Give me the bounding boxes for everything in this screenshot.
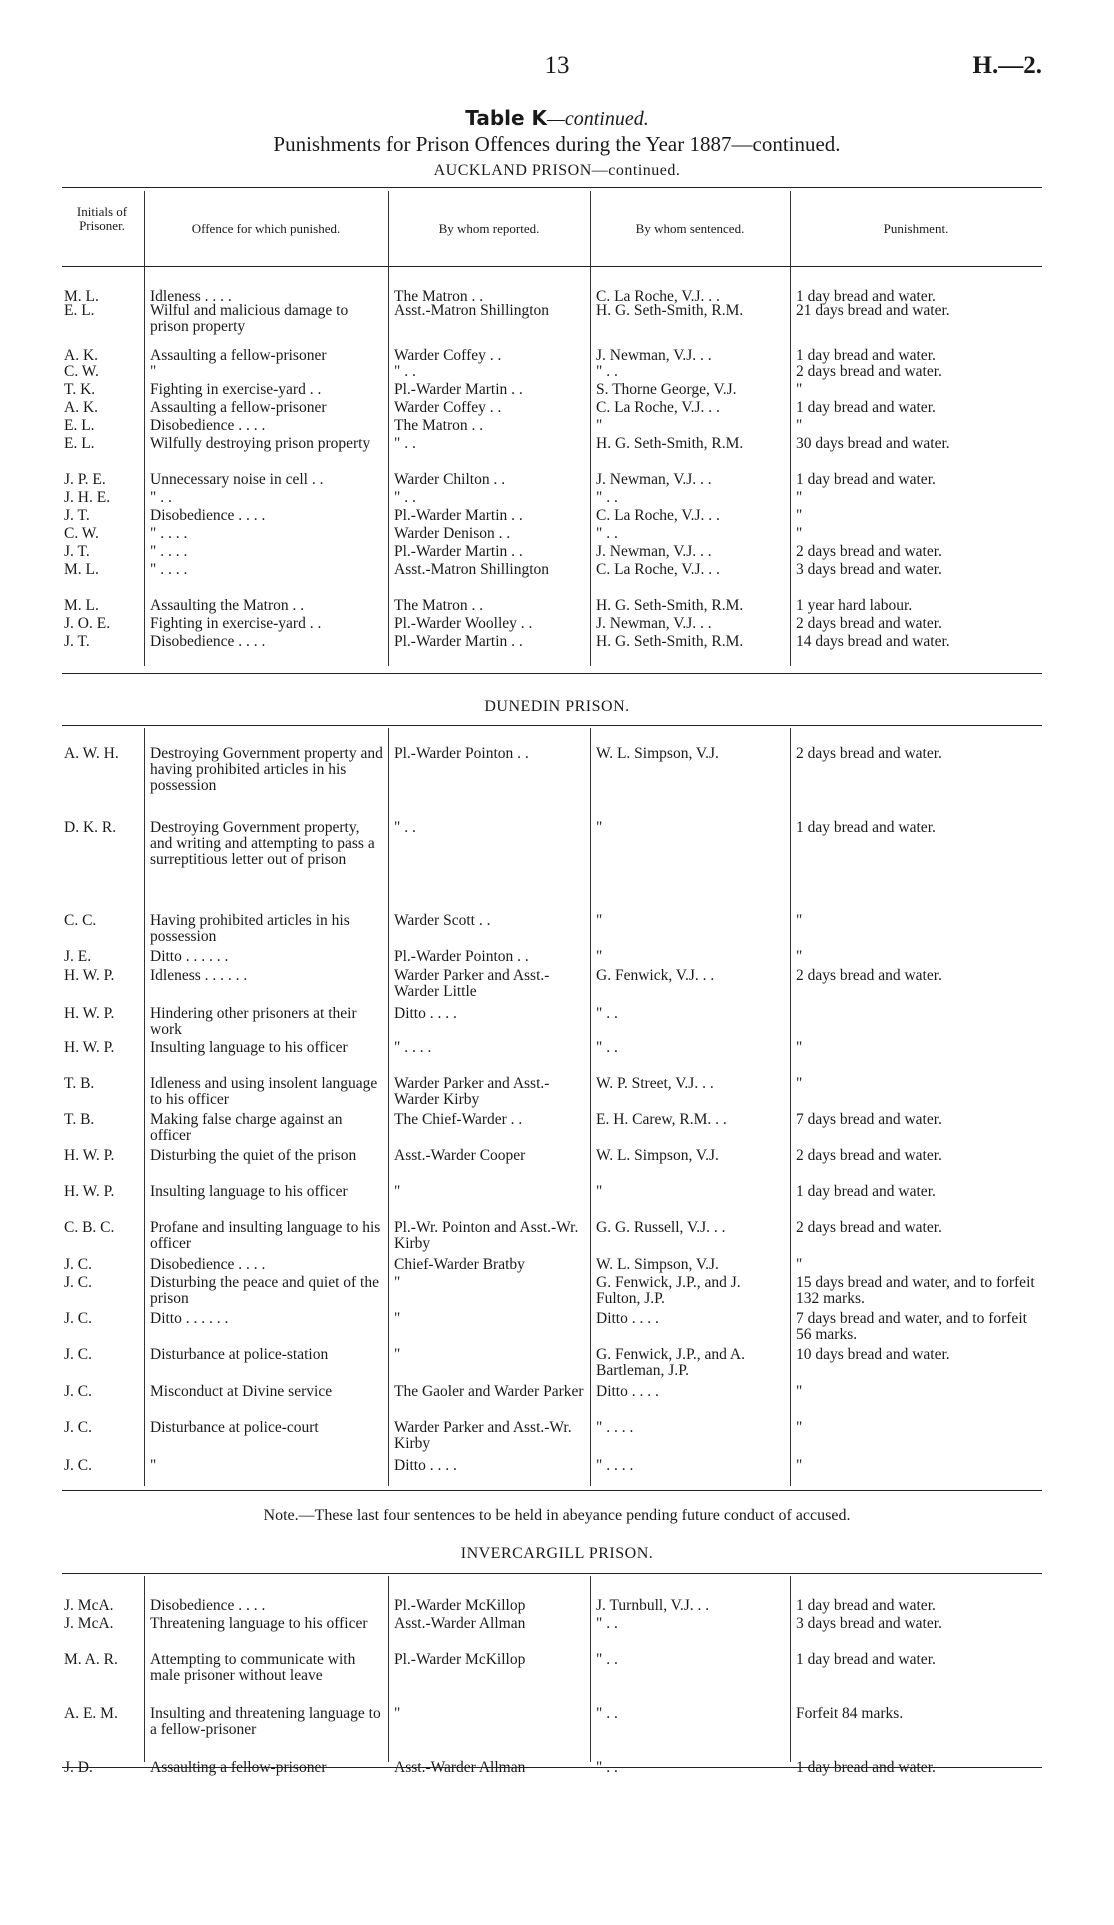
sentenced-by-cell: ": [596, 949, 603, 965]
page-number: 13: [544, 52, 570, 79]
punishment-cell: 1 year hard labour.: [796, 598, 913, 614]
offence-cell: Assaulting a fellow-prisoner: [150, 1760, 327, 1776]
initials-cell: H. W. P.: [64, 1148, 115, 1164]
sentenced-by-cell: J. Newman, V.J. . .: [596, 472, 712, 488]
initials-cell: A. K.: [64, 400, 99, 416]
offence-cell: Profane and insulting language to his officer: [150, 1220, 381, 1252]
initials-cell: T. B.: [64, 1112, 95, 1128]
reported-by-cell: Pl.-Wr. Pointon and Asst.-Wr. Kirby: [394, 1220, 579, 1252]
table-title-suffix: —continued.: [547, 108, 649, 130]
punishment-cell: ": [796, 1076, 803, 1092]
offence-cell: Idleness . . . . . .: [150, 968, 248, 984]
sentenced-by-cell: C. La Roche, V.J. . .: [596, 508, 720, 524]
punishment-cell: 1 day bread and water.: [796, 400, 936, 416]
sentenced-by-cell: " . .: [596, 490, 618, 506]
sentenced-by-cell: W. L. Simpson, V.J.: [596, 746, 719, 762]
punishment-cell: 2 days bread and water.: [796, 616, 942, 632]
offence-cell: Idleness . . . .: [150, 289, 232, 305]
offence-cell: Misconduct at Divine service: [150, 1384, 333, 1400]
reported-by-cell: Asst.-Warder Cooper: [394, 1148, 526, 1164]
reported-by-cell: ": [394, 1184, 401, 1200]
punishment-cell: Forfeit 84 marks.: [796, 1706, 904, 1722]
sentenced-by-cell: H. G. Seth-Smith, R.M.: [596, 303, 744, 319]
initials-cell: D. K. R.: [64, 820, 117, 836]
punishment-cell: 1 day bread and water.: [796, 1652, 936, 1668]
punishment-cell: ": [796, 949, 803, 965]
reported-by-cell: The Matron . .: [394, 289, 484, 305]
sentenced-by-cell: E. H. Carew, R.M. . .: [596, 1112, 727, 1128]
punishment-cell: ": [796, 1384, 803, 1400]
reported-by-cell: Asst.-Warder Allman: [394, 1616, 526, 1632]
reported-by-cell: " . .: [394, 436, 416, 452]
initials-cell: C. W.: [64, 526, 99, 542]
offence-cell: Disobedience . . . .: [150, 634, 266, 650]
initials-cell: C. W.: [64, 364, 99, 380]
reported-by-cell: Pl.-Warder McKillop: [394, 1652, 526, 1668]
offence-cell: Disturbance at police-court: [150, 1420, 319, 1436]
punishment-cell: 2 days bread and water.: [796, 364, 942, 380]
reported-by-cell: ": [394, 1311, 401, 1327]
punishment-cell: ": [796, 1420, 803, 1436]
column-divider: [388, 191, 389, 666]
initials-cell: H. W. P.: [64, 1040, 115, 1056]
reported-by-cell: Warder Coffey . .: [394, 348, 502, 364]
initials-cell: J. T.: [64, 544, 90, 560]
offence-cell: " . . . .: [150, 562, 188, 578]
offence-cell: Fighting in exercise-yard . .: [150, 382, 322, 398]
punishment-cell: ": [796, 913, 803, 929]
offence-cell: Disobedience . . . .: [150, 1257, 266, 1273]
reported-by-cell: The Matron . .: [394, 418, 484, 434]
column-divider: [790, 1576, 791, 1762]
initials-cell: T. B.: [64, 1076, 95, 1092]
section-heading-auckland: AUCKLAND PRISON—continued.: [433, 162, 681, 179]
offence-cell: Destroying Government property and having prohibited articles in his possession: [150, 746, 383, 794]
offence-cell: Disturbing the peace and quiet of the prison: [150, 1275, 379, 1307]
column-header-punishment: Punishment.: [883, 221, 949, 236]
sentenced-by-cell: ": [596, 418, 603, 434]
initials-cell: H. W. P.: [64, 1184, 115, 1200]
sentenced-by-cell: W. L. Simpson, V.J.: [596, 1257, 719, 1273]
punishment-cell: 1 day bread and water.: [796, 472, 936, 488]
initials-cell: E. L.: [64, 303, 95, 319]
offence-cell: " . .: [150, 490, 172, 506]
rule-dunedin-bottom: [62, 1490, 1042, 1491]
sentenced-by-cell: " . .: [596, 1006, 618, 1022]
initials-cell: E. L.: [64, 418, 95, 434]
offence-cell: Disturbing the quiet of the prison: [150, 1148, 357, 1164]
sentenced-by-cell: " . .: [596, 1616, 618, 1632]
sentenced-by-cell: C. La Roche, V.J. . .: [596, 400, 720, 416]
reported-by-cell: Asst.-Warder Allman: [394, 1760, 526, 1776]
punishment-cell: 7 days bread and water, and to forfeit 56 marks.: [796, 1311, 1027, 1343]
offence-cell: Disobedience . . . .: [150, 418, 266, 434]
offence-cell: Insulting and threatening language to a fellow-prisoner: [150, 1706, 381, 1738]
initials-cell: T. K.: [64, 382, 96, 398]
sentenced-by-cell: " . .: [596, 1040, 618, 1056]
initials-cell: J. C.: [64, 1257, 92, 1273]
initials-cell: J. E.: [64, 949, 92, 965]
sentenced-by-cell: H. G. Seth-Smith, R.M.: [596, 634, 744, 650]
punishment-cell: 2 days bread and water.: [796, 746, 942, 762]
offence-cell: Threatening language to his officer: [150, 1616, 368, 1632]
initials-cell: J. C.: [64, 1347, 92, 1363]
column-divider: [590, 1576, 591, 1762]
offence-cell: ": [150, 364, 157, 380]
reported-by-cell: Pl.-Warder Martin . .: [394, 544, 523, 560]
sentenced-by-cell: G. Fenwick, J.P., and A. Bartleman, J.P.: [596, 1347, 745, 1379]
reported-by-cell: Ditto . . . .: [394, 1458, 457, 1474]
initials-cell: J. P. E.: [64, 472, 106, 488]
punishment-cell: 3 days bread and water.: [796, 562, 942, 578]
reported-by-cell: ": [394, 1706, 401, 1722]
table-title: [0, 106, 1114, 131]
offence-cell: ": [150, 1458, 157, 1474]
offence-cell: " . . . .: [150, 544, 188, 560]
column-divider: [144, 1576, 145, 1762]
column-divider: [590, 728, 591, 1486]
initials-cell: J. T.: [64, 634, 90, 650]
column-divider: [388, 1576, 389, 1762]
column-header-initials: Initials of Prisoner.: [76, 204, 128, 233]
reported-by-cell: Pl.-Warder Martin . .: [394, 634, 523, 650]
initials-cell: M. L.: [64, 562, 99, 578]
punishment-cell: 1 day bread and water.: [796, 1760, 936, 1776]
punishment-cell: 2 days bread and water.: [796, 1220, 942, 1236]
reported-by-cell: Pl.-Warder Pointon . .: [394, 746, 529, 762]
reported-by-cell: The Gaoler and Warder Parker: [394, 1384, 584, 1400]
reported-by-cell: Chief-Warder Bratby: [394, 1257, 525, 1273]
punishment-cell: 7 days bread and water.: [796, 1112, 942, 1128]
section-heading-dunedin: DUNEDIN PRISON.: [484, 698, 630, 715]
sentenced-by-cell: H. G. Seth-Smith, R.M.: [596, 436, 744, 452]
reported-by-cell: " . .: [394, 364, 416, 380]
punishment-cell: 15 days bread and water, and to forfeit 132 marks.: [796, 1275, 1035, 1307]
column-header-offence: Offence for which punished.: [191, 221, 341, 236]
reported-by-cell: Ditto . . . .: [394, 1006, 457, 1022]
offence-cell: Assaulting the Matron . .: [150, 598, 305, 614]
sentenced-by-cell: W. L. Simpson, V.J.: [596, 1148, 719, 1164]
reported-by-cell: Warder Chilton . .: [394, 472, 506, 488]
reported-by-cell: Pl.-Warder Martin . .: [394, 508, 523, 524]
offence-cell: Wilfully destroying prison property: [150, 436, 371, 452]
punishment-cell: ": [796, 1257, 803, 1273]
offence-cell: Fighting in exercise-yard . .: [150, 616, 322, 632]
sentenced-by-cell: " . .: [596, 364, 618, 380]
reported-by-cell: Warder Parker and Asst.-Warder Little: [394, 968, 550, 1000]
sentenced-by-cell: H. G. Seth-Smith, R.M.: [596, 598, 744, 614]
initials-cell: C. B. C.: [64, 1220, 115, 1236]
sentenced-by-cell: Ditto . . . .: [596, 1384, 659, 1400]
sentenced-by-cell: ": [596, 913, 603, 929]
reported-by-cell: Warder Scott . .: [394, 913, 491, 929]
sentenced-by-cell: " . .: [596, 1652, 618, 1668]
initials-cell: J. C.: [64, 1275, 92, 1291]
initials-cell: H. W. P.: [64, 968, 115, 984]
sentenced-by-cell: G. Fenwick, J.P., and J. Fulton, J.P.: [596, 1275, 741, 1307]
offence-cell: Disobedience . . . .: [150, 1598, 266, 1614]
sentenced-by-cell: J. Newman, V.J. . .: [596, 544, 712, 560]
punishment-cell: 2 days bread and water.: [796, 968, 942, 984]
reported-by-cell: Warder Coffey . .: [394, 400, 502, 416]
sentenced-by-cell: J. Turnbull, V.J. . .: [596, 1598, 710, 1614]
reported-by-cell: " . .: [394, 820, 416, 836]
sentenced-by-cell: " . .: [596, 526, 618, 542]
initials-cell: J. McA.: [64, 1616, 114, 1632]
punishment-cell: 3 days bread and water.: [796, 1616, 942, 1632]
offence-cell: Insulting language to his officer: [150, 1184, 348, 1200]
reported-by-cell: Warder Parker and Asst.-Wr. Kirby: [394, 1420, 572, 1452]
initials-cell: A. K.: [64, 348, 99, 364]
initials-cell: J. McA.: [64, 1598, 114, 1614]
punishment-cell: 10 days bread and water.: [796, 1347, 950, 1363]
sentenced-by-cell: G. Fenwick, V.J. . .: [596, 968, 715, 984]
initials-cell: M. L.: [64, 598, 99, 614]
column-header-reported: By whom reported.: [438, 221, 540, 236]
reported-by-cell: " . . . .: [394, 1040, 432, 1056]
offence-cell: Making false charge against an officer: [150, 1112, 343, 1144]
offence-cell: " . . . .: [150, 526, 188, 542]
offence-cell: Disturbance at police-station: [150, 1347, 329, 1363]
offence-cell: Assaulting a fellow-prisoner: [150, 348, 327, 364]
punishment-cell: ": [796, 1040, 803, 1056]
table-title-label: Table K: [465, 106, 548, 130]
reported-by-cell: Pl.-Warder Woolley . .: [394, 616, 533, 632]
reported-by-cell: The Chief-Warder . .: [394, 1112, 523, 1128]
sentenced-by-cell: W. P. Street, V.J. . .: [596, 1076, 714, 1092]
punishment-cell: 21 days bread and water.: [796, 303, 950, 319]
initials-cell: J. D.: [64, 1760, 93, 1776]
offence-cell: Having prohibited articles in his possession: [150, 913, 350, 945]
sentenced-by-cell: J. Newman, V.J. . .: [596, 616, 712, 632]
initials-cell: E. L.: [64, 436, 95, 452]
rule-top: [62, 187, 1042, 188]
sentenced-by-cell: ": [596, 1184, 603, 1200]
reported-by-cell: Warder Denison . .: [394, 526, 511, 542]
sentenced-by-cell: C. La Roche, V.J. . .: [596, 289, 720, 305]
sentenced-by-cell: ": [596, 820, 603, 836]
offence-cell: Idleness and using insolent language to his officer: [150, 1076, 378, 1108]
sheet-reference: H.—2.: [972, 52, 1042, 79]
rule-invercargill-top: [62, 1573, 1042, 1574]
offence-cell: Wilful and malicious damage to prison property: [150, 303, 349, 335]
punishment-cell: 1 day bread and water.: [796, 1184, 936, 1200]
column-header-sentenced: By whom sentenced.: [635, 221, 745, 236]
initials-cell: J. C.: [64, 1458, 92, 1474]
column-divider: [590, 191, 591, 666]
offence-cell: Attempting to communicate with male prisoner without leave: [150, 1652, 356, 1684]
initials-cell: A. W. H.: [64, 746, 119, 762]
reported-by-cell: Pl.-Warder McKillop: [394, 1598, 526, 1614]
rule-dunedin-top: [62, 725, 1042, 726]
column-divider: [144, 728, 145, 1486]
offence-cell: Ditto . . . . . .: [150, 949, 229, 965]
column-divider: [144, 191, 145, 666]
reported-by-cell: The Matron . .: [394, 598, 484, 614]
reported-by-cell: Pl.-Warder Martin . .: [394, 382, 523, 398]
punishment-cell: ": [796, 490, 803, 506]
table-subtitle: Punishments for Prison Offences during the Year 1887—continued.: [273, 132, 841, 156]
punishment-cell: 2 days bread and water.: [796, 1148, 942, 1164]
punishment-cell: 30 days bread and water.: [796, 436, 950, 452]
sentenced-by-cell: S. Thorne George, V.J.: [596, 382, 737, 398]
punishment-cell: 1 day bread and water.: [796, 289, 936, 305]
table-note: Note.—These last four sentences to be held in abeyance pending future conduct of accused.: [263, 1507, 851, 1524]
offence-cell: Assaulting a fellow-prisoner: [150, 400, 327, 416]
initials-cell: J. O. E.: [64, 616, 111, 632]
initials-cell: J. T.: [64, 508, 90, 524]
sentenced-by-cell: J. Newman, V.J. . .: [596, 348, 712, 364]
initials-cell: M. L.: [64, 289, 99, 305]
column-divider: [790, 191, 791, 666]
sentenced-by-cell: Ditto . . . .: [596, 1311, 659, 1327]
sentenced-by-cell: G. G. Russell, V.J. . .: [596, 1220, 726, 1236]
offence-cell: Unnecessary noise in cell . .: [150, 472, 324, 488]
sentenced-by-cell: C. La Roche, V.J. . .: [596, 562, 720, 578]
sentenced-by-cell: " . . . .: [596, 1420, 634, 1436]
initials-cell: H. W. P.: [64, 1006, 115, 1022]
reported-by-cell: Asst.-Matron Shillington: [394, 303, 550, 319]
offence-cell: Ditto . . . . . .: [150, 1311, 229, 1327]
punishment-cell: ": [796, 418, 803, 434]
initials-cell: J. C.: [64, 1311, 92, 1327]
initials-cell: M. A. R.: [64, 1652, 118, 1668]
punishment-cell: 1 day bread and water.: [796, 348, 936, 364]
punishment-cell: ": [796, 382, 803, 398]
sentenced-by-cell: " . .: [596, 1706, 618, 1722]
reported-by-cell: Warder Parker and Asst.-Warder Kirby: [394, 1076, 550, 1108]
punishment-cell: ": [796, 1458, 803, 1474]
initials-cell: A. E. M.: [64, 1706, 118, 1722]
punishment-cell: ": [796, 508, 803, 524]
initials-cell: J. C.: [64, 1420, 92, 1436]
reported-by-cell: ": [394, 1347, 401, 1363]
punishment-cell: 1 day bread and water.: [796, 820, 936, 836]
rule-header-bottom: [62, 266, 1042, 267]
column-divider: [388, 728, 389, 1486]
initials-cell: J. C.: [64, 1384, 92, 1400]
rule-auckland-bottom: [62, 673, 1042, 674]
reported-by-cell: " . .: [394, 490, 416, 506]
offence-cell: Disobedience . . . .: [150, 508, 266, 524]
rule-invercargill-bottom: [62, 1767, 1042, 1768]
punishment-cell: 14 days bread and water.: [796, 634, 950, 650]
initials-cell: J. H. E.: [64, 490, 111, 506]
initials-cell: C. C.: [64, 913, 97, 929]
reported-by-cell: Asst.-Matron Shillington: [394, 562, 550, 578]
sentenced-by-cell: " . . . .: [596, 1458, 634, 1474]
section-heading-invercargill: INVERCARGILL PRISON.: [460, 1545, 654, 1562]
offence-cell: Destroying Government property, and writing and attempting to pass a surreptitious letter out of prison: [150, 820, 375, 868]
punishment-cell: 2 days bread and water.: [796, 544, 942, 560]
reported-by-cell: Pl.-Warder Pointon . .: [394, 949, 529, 965]
offence-cell: Hindering other prisoners at their work: [150, 1006, 357, 1038]
punishment-cell: ": [796, 526, 803, 542]
column-divider: [790, 728, 791, 1486]
offence-cell: Insulting language to his officer: [150, 1040, 348, 1056]
reported-by-cell: ": [394, 1275, 401, 1291]
punishment-cell: 1 day bread and water.: [796, 1598, 936, 1614]
sentenced-by-cell: " . .: [596, 1760, 618, 1776]
